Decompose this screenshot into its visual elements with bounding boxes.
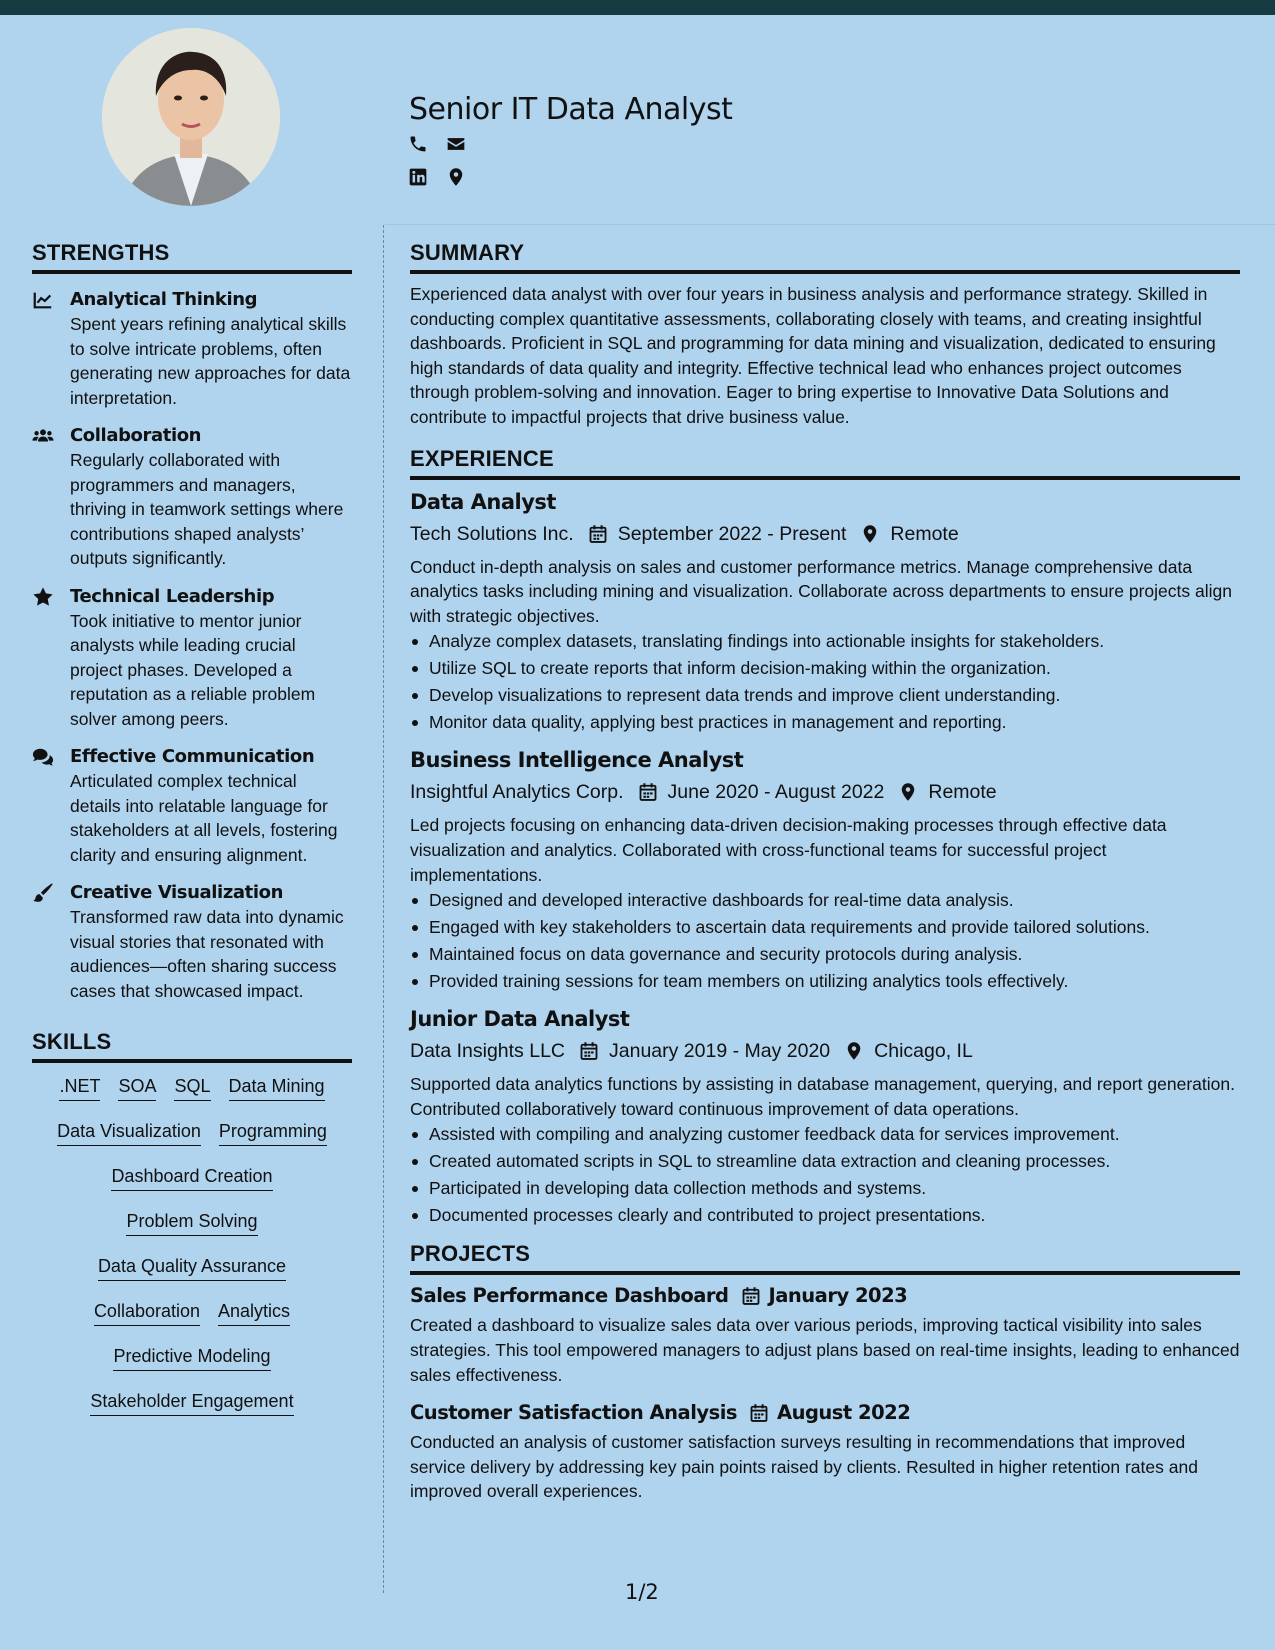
users-icon [32, 425, 54, 447]
project-header [410, 1400, 1240, 1426]
job-entry [410, 746, 1240, 995]
list-item: Documented processes clearly and contributed to project presentations. [410, 1202, 1240, 1229]
job-company: Insightful Analytics Corp. [410, 781, 624, 804]
skill-tag: Data Quality Assurance [98, 1255, 286, 1281]
paintbrush-icon [32, 882, 54, 904]
project-description: Created a dashboard to visualize sales data over various periods, improving tactical visibility into sales strategies. This tool empowered managers to adjust plans based on real-time insights, leading to enhanced sales effectiveness. [410, 1315, 1240, 1385]
project-header [410, 1283, 1240, 1309]
strength-desc: Transformed raw data into dynamic visual stories that resonated with audiences—often sharing success cases that showcased impact. [70, 907, 344, 1001]
strength-item [32, 424, 352, 571]
strength-desc: Articulated complex technical details into relatable language for stakeholders at all levels, fostering clarity and ensuring alignment. [70, 771, 338, 865]
job-dates: January 2019 - May 2020 [609, 1040, 831, 1063]
skill-tag: .NET [59, 1075, 100, 1101]
job-meta [410, 779, 1240, 805]
column-divider [383, 225, 384, 1593]
envelope-icon[interactable] [446, 134, 466, 154]
skills-heading: SKILLS [32, 1029, 352, 1063]
contact-row-2 [408, 167, 466, 187]
map-pin-icon [446, 167, 466, 187]
strength-name: Analytical Thinking [70, 289, 258, 310]
calendar-icon [749, 1403, 769, 1423]
summary-heading: SUMMARY [410, 240, 1240, 274]
phone-icon[interactable] [408, 134, 428, 154]
job-description: Led projects focusing on enhancing data-driven decision-making processes through effective data visualization and analytics. Collaborated with cross-functional teams for successful project implementations. [410, 815, 1167, 885]
strength-desc: Regularly collaborated with programmers and managers, thriving in teamwork settings where contributions shaped analysts’ outputs significantly. [70, 450, 344, 568]
list-item: Develop visualizations to represent data trends and improve client understanding. [410, 682, 1240, 709]
contact-row-1 [408, 134, 466, 154]
skill-tag: Data Mining [229, 1075, 325, 1101]
project-date: January 2023 [768, 1284, 908, 1308]
calendar-icon [579, 1041, 599, 1061]
chart-line-icon [32, 289, 54, 311]
project-name: Sales Performance Dashboard [410, 1284, 729, 1308]
summary-text: Experienced data analyst with over four years in business analysis and performance strategy. Skilled in conducting complex quantitative assessments, collaborating closely with teams, and creating insightful dashboards. Proficient in SQL and programming for data mining and visualization, dedicated to ensuring high standards of data quality and integrity. Effective technical lead who enhances project outcomes through problem-solving and innovation. Eager to bring expertise to Innovative Data Solutions and contribute to impactful projects that drive business value. [410, 284, 1216, 427]
project-description: Conducted an analysis of customer satisfaction surveys resulting in recommendations that improved service delivery by addressing key pain points raised by clients. Resulted in higher retention rates and improved overall experiences. [410, 1432, 1198, 1502]
job-location: Remote [928, 781, 997, 804]
job-entry [410, 488, 1240, 737]
projects-heading: PROJECTS [410, 1241, 1240, 1275]
top-bar [0, 0, 1275, 15]
strength-name: Technical Leadership [70, 585, 275, 607]
star-icon [32, 586, 54, 608]
skill-tag: SQL [174, 1075, 210, 1101]
list-item: Assisted with compiling and analyzing customer feedback data for services improvement. [410, 1121, 1240, 1148]
list-item: Participated in developing data collection methods and systems. [410, 1175, 1240, 1202]
project-name: Customer Satisfaction Analysis [410, 1401, 737, 1425]
job-dates: September 2022 - Present [617, 522, 847, 545]
strength-desc: Spent years refining analytical skills to solve intricate problems, often generating new approaches for data interpretation. [70, 314, 351, 408]
comments-icon [32, 746, 54, 768]
strength-name: Effective Communication [70, 746, 315, 767]
skill-tag: Predictive Modeling [113, 1345, 270, 1371]
project-date: August 2022 [776, 1401, 911, 1425]
skills-list [32, 1075, 352, 1435]
map-pin-icon [844, 1041, 864, 1061]
page-number: 1/2 [625, 1580, 659, 1604]
strength-name: Collaboration [70, 425, 202, 446]
skill-tag: Programming [219, 1120, 327, 1146]
job-meta [410, 1038, 1240, 1064]
calendar-icon [638, 782, 658, 802]
experience-heading: EXPERIENCE [410, 446, 1240, 480]
skill-tag: Stakeholder Engagement [90, 1390, 293, 1416]
strength-item [32, 585, 352, 732]
job-entry [410, 1005, 1240, 1229]
left-column [32, 240, 352, 1435]
list-item: Monitor data quality, applying best practices in management and reporting. [410, 709, 1240, 736]
job-description: Supported data analytics functions by assisting in database management, querying, and report generation. Contributed collaboratively toward continuous improvement of data operations. [410, 1074, 1235, 1119]
skill-tag: Data Visualization [57, 1120, 201, 1146]
right-column [410, 240, 1240, 1504]
job-location: Remote [890, 522, 959, 545]
job-title: Junior Data Analyst [410, 1007, 630, 1032]
job-title: Business Intelligence Analyst [410, 748, 744, 773]
list-item: Created automated scripts in SQL to streamline data extraction and cleaning processes. [410, 1148, 1240, 1175]
list-item: Designed and developed interactive dashboards for real-time data analysis. [410, 887, 1240, 914]
strength-item [32, 288, 352, 410]
job-company: Data Insights LLC [410, 1040, 566, 1063]
skill-tag: SOA [118, 1075, 156, 1101]
job-title: Data Analyst [410, 489, 556, 514]
map-pin-icon [898, 782, 918, 802]
list-item: Maintained focus on data governance and security protocols during analysis. [410, 941, 1240, 968]
skill-tag: Problem Solving [126, 1210, 257, 1236]
strength-item [32, 881, 352, 1003]
job-meta [410, 521, 1240, 547]
map-pin-icon [860, 524, 880, 544]
skill-tag: Dashboard Creation [111, 1165, 272, 1191]
skill-tag: Analytics [218, 1300, 290, 1326]
strength-name: Creative Visualization [70, 882, 284, 903]
strength-item [32, 745, 352, 867]
strengths-heading: STRENGTHS [32, 240, 352, 274]
job-description: Conduct in-depth analysis on sales and customer performance metrics. Manage comprehensive data analytics tasks including mining and visualization. Collaborate across departments to ensure projects align with strategic objectives. [410, 556, 1232, 626]
list-item: Utilize SQL to create reports that inform decision-making within the organization. [410, 655, 1240, 682]
calendar-icon [741, 1286, 761, 1306]
skill-tag: Collaboration [94, 1300, 200, 1326]
strength-desc: Took initiative to mentor junior analysts while leading crucial project phases. Developed a reputation as a reliable problem solver among peers. [70, 610, 316, 729]
job-location: Chicago, IL [874, 1040, 973, 1063]
header-divider [385, 224, 1275, 225]
job-bullets [410, 628, 1240, 736]
calendar-icon [588, 524, 608, 544]
job-company: Tech Solutions Inc. [410, 522, 574, 545]
profile-photo [102, 28, 280, 206]
job-bullets [410, 887, 1240, 995]
project-entry [410, 1400, 1240, 1504]
linkedin-icon[interactable] [408, 167, 428, 187]
job-bullets [410, 1121, 1240, 1229]
job-dates: June 2020 - August 2022 [667, 781, 885, 804]
list-item: Engaged with key stakeholders to ascertain data requirements and provide tailored solutions. [410, 914, 1240, 941]
list-item: Analyze complex datasets, translating findings into actionable insights for stakeholders. [410, 628, 1240, 655]
page-title: Senior IT Data Analyst [409, 92, 733, 127]
list-item: Provided training sessions for team members on utilizing analytics tools effectively. [410, 968, 1240, 995]
project-entry [410, 1283, 1240, 1387]
